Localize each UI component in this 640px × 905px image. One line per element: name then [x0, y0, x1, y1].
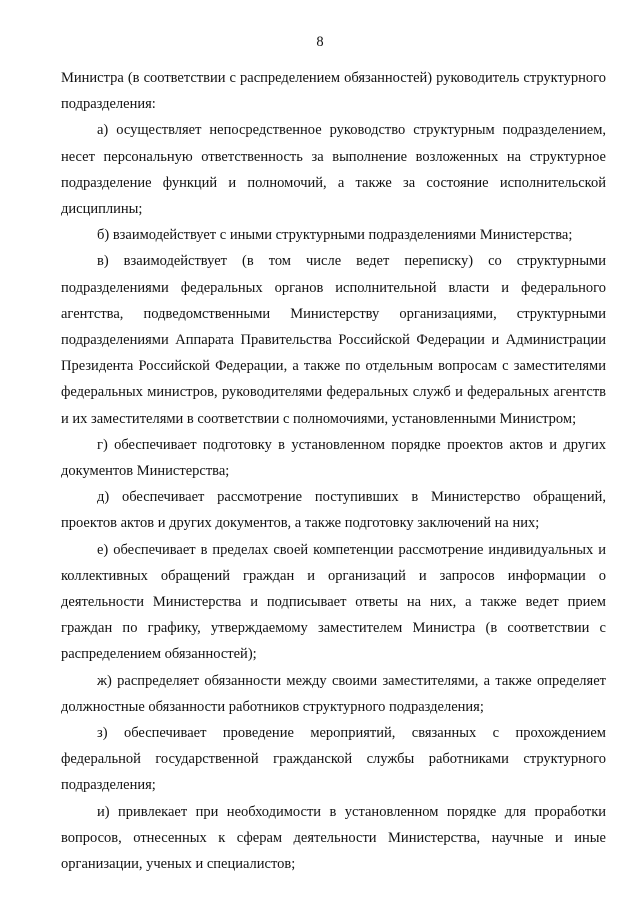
paragraph-zh: ж) распределяет обязанности между своими заместителями, а также определяет должностные обязанности работников структурного подразделения; — [61, 672, 606, 715]
paragraph-intro: Министра (в соответствии с распределением обязанностей) руководитель структурного подразделения: — [61, 70, 606, 113]
document-body — [61, 65, 606, 877]
paragraph-e: е) обеспечивает в пределах своей компетенции рассмотрение индивидуальных и коллективных обращений граждан и организаций и запросов информации о деятельности Министерства и подписывает ответы на них, а также ведет прием граждан по графику, утверждаемому заместителем Министра (в соответствии с распределением обязанностей); — [61, 541, 606, 663]
paragraph-i: и) привлекает при необходимости в установленном порядке для проработки вопросов, отнесенных к сферам деятельности Министерства, научные и иные организации, ученых и специалистов; — [61, 803, 606, 873]
paragraph-a: а) осуществляет непосредственное руководство структурным подразделением, несет персональную ответственность за выполнение возложенных на структурное подразделение функций и полномочий, а также за состояние исполнительской дисциплины; — [61, 122, 606, 218]
page-number: 8 — [316, 34, 324, 50]
paragraph-g: г) обеспечивает подготовку в установленном порядке проектов актов и других документов Министерства; — [61, 436, 606, 480]
paragraph-b: б) взаимодействует с иными структурными подразделениями Министерства; — [97, 227, 573, 244]
paragraph-z: з) обеспечивает проведение мероприятий, связанных с прохождением федеральной государственной гражданской службы работниками структурного подразделения; — [61, 725, 606, 794]
paragraph-v: в) взаимодействует (в том числе ведет переписку) со структурными подразделениями федеральных органов исполнительной власти и федерального агентства, подведомственными Министерству организациями, структурными подразделениями Аппарата Правительства Российской Федерации и Администрации Президента Российской Федерации, а также по отдельным вопросам с заместителями федеральных министров, руководителями федеральных служб и федеральных агентств и их заместителями в соответствии с полномочиями, установленными Министром; — [61, 253, 606, 427]
paragraph-d: д) обеспечивает рассмотрение поступивших в Министерство обращений, проектов актов и других документов, а также подготовку заключений на них; — [61, 489, 606, 532]
